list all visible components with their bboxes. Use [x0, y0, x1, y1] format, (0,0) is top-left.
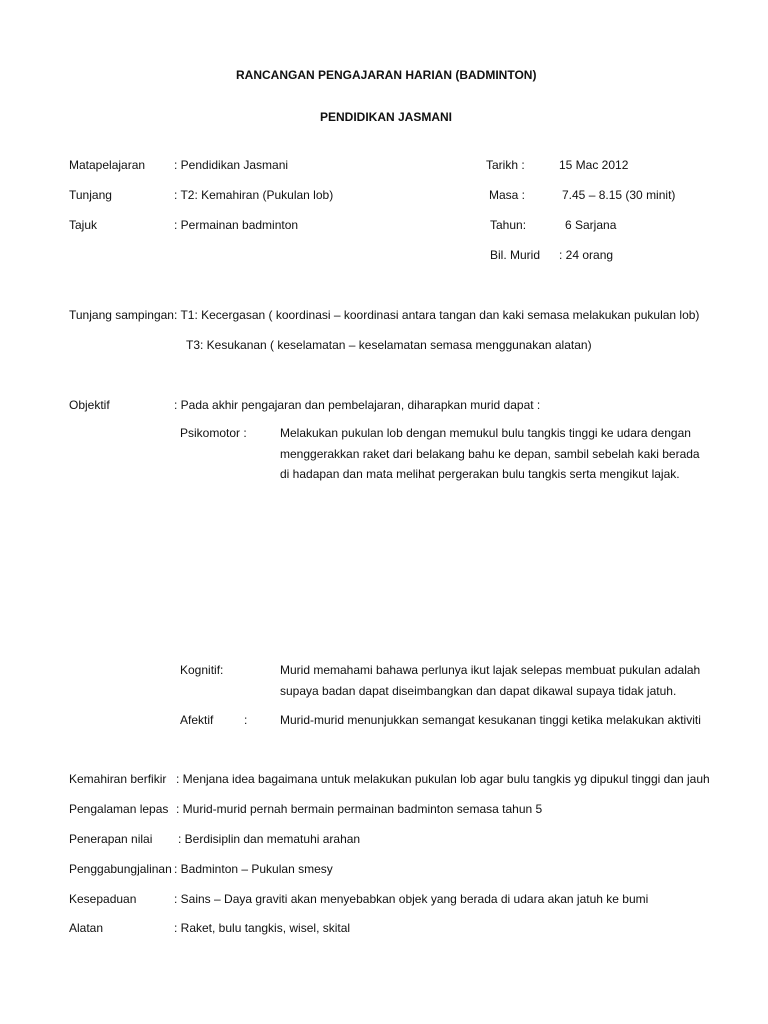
value-tajuk: : Permainan badminton	[174, 218, 299, 232]
value-masa: 7.45 – 8.15 (30 minit)	[562, 188, 676, 202]
value-matapelajaran: : Pendidikan Jasmani	[174, 158, 289, 172]
label-bil-murid: Bil. Murid	[490, 248, 541, 262]
value-tunjang: : T2: Kemahiran (Pukulan lob)	[174, 188, 334, 202]
afektif-colon: :	[244, 713, 248, 727]
label-penerapan-nilai: Penerapan nilai	[69, 832, 153, 846]
label-afektif: Afektif	[180, 713, 214, 727]
document-title: RANCANGAN PENGAJARAN HARIAN (BADMINTON)	[236, 68, 537, 82]
psikomotor-line: di hadapan dan mata melihat pergerakan bulu tangkis serta mengikut lajak.	[280, 467, 680, 481]
value-tahun: 6 Sarjana	[565, 218, 617, 232]
value-tarikh: 15 Mac 2012	[559, 158, 629, 172]
afektif-text: Murid-murid menunjukkan semangat kesukanan tinggi ketika melakukan aktiviti	[280, 713, 701, 727]
psikomotor-line: menggerakkan raket dari belakang bahu ke depan, sambil sebelah kaki berada	[280, 447, 700, 461]
value-bil-murid: : 24 orang	[559, 248, 614, 262]
value-objektif-intro: : Pada akhir pengajaran dan pembelajaran, diharapkan murid dapat :	[174, 398, 541, 412]
label-tunjang-sampingan: Tunjang sampingan	[69, 308, 174, 322]
value-pengalaman-lepas: : Murid-murid pernah bermain permainan badminton semasa tahun 5	[176, 802, 543, 816]
value-tunjang-sampingan-t1: : T1: Kecergasan ( koordinasi – koordinasi antara tangan dan kaki semasa melakukan pukulan lob)	[174, 308, 700, 322]
value-alatan: : Raket, bulu tangkis, wisel, skital	[174, 921, 351, 935]
label-tarikh: Tarikh :	[486, 158, 525, 172]
document-subtitle: PENDIDIKAN JASMANI	[320, 110, 453, 124]
value-penggabungjalinan: : Badminton – Pukulan smesy	[174, 862, 333, 876]
label-pengalaman-lepas: Pengalaman lepas	[69, 802, 169, 816]
label-matapelajaran: Matapelajaran	[69, 158, 146, 172]
value-kemahiran-berfikir: : Menjana idea bagaimana untuk melakukan pukulan lob agar bulu tangkis yg dipukul tinggi dan jauh	[176, 772, 710, 786]
label-kognitif: Kognitif:	[180, 663, 224, 677]
label-alatan: Alatan	[69, 921, 104, 935]
label-objektif: Objektif	[69, 398, 110, 412]
value-penerapan-nilai: : Berdisiplin dan mematuhi arahan	[178, 832, 361, 846]
label-penggabungjalinan: Penggabungjalinan	[69, 862, 172, 876]
label-tunjang: Tunjang	[69, 188, 112, 202]
label-tahun: Tahun:	[490, 218, 527, 232]
kognitif-line: supaya badan dapat diseimbangkan dan dapat dikawal supaya tidak jatuh.	[280, 684, 677, 698]
kognitif-line: Murid memahami bahawa perlunya ikut lajak selepas membuat pukulan adalah	[280, 663, 701, 677]
label-masa: Masa :	[489, 188, 526, 202]
label-psikomotor: Psikomotor :	[180, 426, 247, 440]
label-kesepaduan: Kesepaduan	[69, 892, 137, 906]
value-tunjang-sampingan-t3: T3: Kesukanan ( keselamatan – keselamatan semasa menggunakan alatan)	[186, 338, 592, 352]
label-kemahiran-berfikir: Kemahiran berfikir	[69, 772, 167, 786]
label-tajuk: Tajuk	[69, 218, 98, 232]
psikomotor-line: Melakukan pukulan lob dengan memukul bulu tangkis tinggi ke udara dengan	[280, 426, 691, 440]
value-kesepaduan: : Sains – Daya graviti akan menyebabkan objek yang berada di udara akan jatuh ke bumi	[174, 892, 649, 906]
